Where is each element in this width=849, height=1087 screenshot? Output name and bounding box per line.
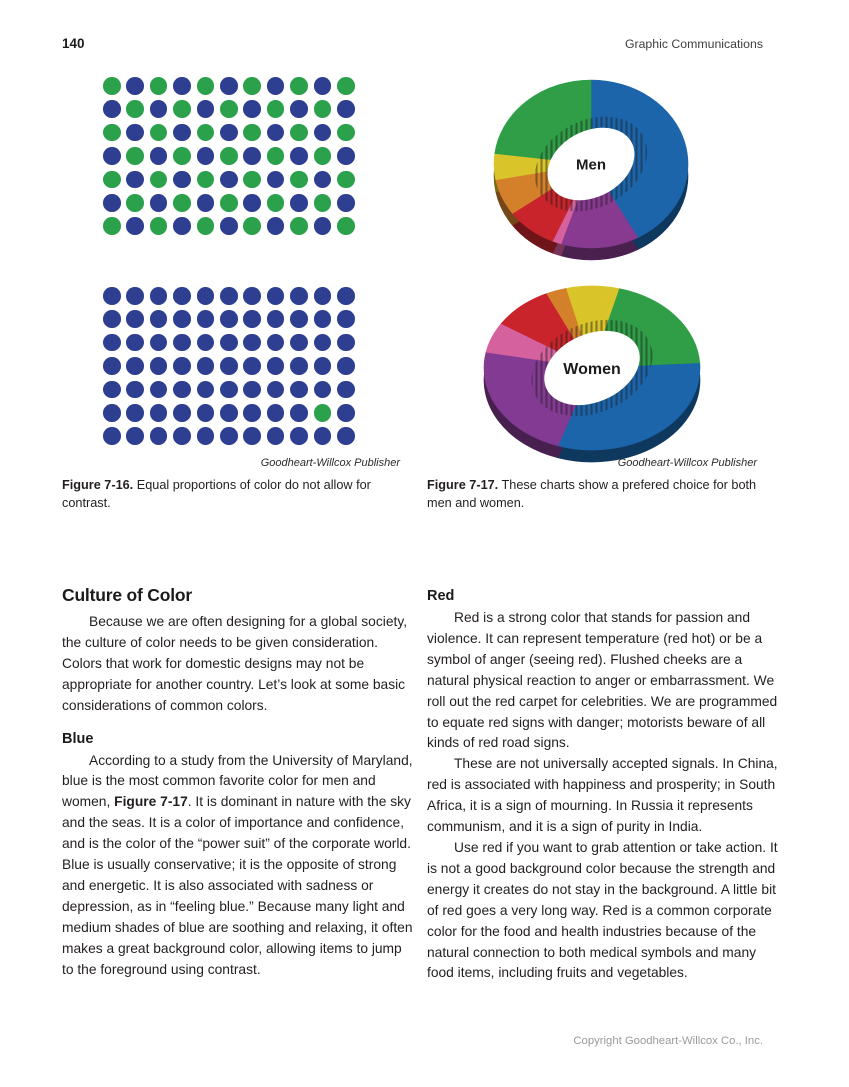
dot: [126, 124, 144, 142]
dot: [243, 77, 261, 95]
figure-717-caption: [427, 476, 772, 512]
paragraph: Red is a strong color that stands for passion and violence. It can represent temperature (red hot) or be a symbol of anger (seeing red). Flushed cheeks are a natural physical reaction to anger or embarrassment. We roll out the red carpet for celebrities. We are programmed to equate red signs with danger; motorists beware of all kinds of red road signs.: [427, 610, 778, 751]
dot: [103, 171, 121, 189]
dot: [267, 334, 285, 352]
dot: [243, 334, 261, 352]
dot: [290, 404, 308, 422]
dot-grid-contrast: [103, 287, 360, 451]
dot: [243, 381, 261, 399]
dot: [243, 217, 261, 235]
dot: [220, 404, 238, 422]
figure-716-caption-text: Equal proportions of color do not allow for contrast.: [62, 478, 371, 511]
dot: [150, 124, 168, 142]
figure-717-caption-label: Figure 7-17.: [427, 478, 499, 492]
dot: [197, 100, 215, 118]
dot: [103, 100, 121, 118]
dot: [337, 147, 355, 165]
paragraph: Because we are often designing for a global society, the culture of color needs to be given consideration. Colors that work for domestic designs may not be appropriate for another country. Let’s look at some basic considerations of common colors.: [62, 614, 408, 713]
dot: [173, 194, 191, 212]
dot: [103, 124, 121, 142]
dot: [126, 404, 144, 422]
dot: [150, 310, 168, 328]
dot: [150, 171, 168, 189]
dot: [290, 310, 308, 328]
dot: [173, 287, 191, 305]
dot: [197, 334, 215, 352]
dot: [337, 217, 355, 235]
dot: [267, 217, 285, 235]
dot: [290, 147, 308, 165]
dot: [290, 77, 308, 95]
dot: [126, 100, 144, 118]
dot: [173, 357, 191, 375]
dot: [220, 427, 238, 445]
figure-716-credit: Goodheart-Willcox Publisher: [260, 457, 400, 469]
dot: [314, 381, 332, 399]
dot: [220, 357, 238, 375]
dot: [243, 310, 261, 328]
dot: [220, 124, 238, 142]
dot: [126, 381, 144, 399]
dot: [314, 287, 332, 305]
dot: [220, 287, 238, 305]
dot: [103, 147, 121, 165]
dot: [197, 171, 215, 189]
dot: [220, 77, 238, 95]
dot: [173, 381, 191, 399]
dot: [126, 194, 144, 212]
dot: [103, 357, 121, 375]
dot: [243, 427, 261, 445]
dot: [243, 124, 261, 142]
dot: [150, 381, 168, 399]
paragraph: These are not universally accepted signals. In China, red is associated with happiness and prosperity; in South Africa, it is a sign of mourning. In Russia it represents communism, and it is a sign of purity in India.: [427, 756, 778, 835]
dot: [314, 171, 332, 189]
dot: [290, 100, 308, 118]
dot: [314, 124, 332, 142]
dot: [267, 147, 285, 165]
figure-716-caption: [62, 476, 412, 512]
article-column-right: [427, 585, 780, 984]
dot: [150, 100, 168, 118]
dot: [267, 77, 285, 95]
dot: [243, 147, 261, 165]
dot: [197, 147, 215, 165]
dot: [267, 357, 285, 375]
dot: [314, 194, 332, 212]
dot: [220, 381, 238, 399]
dot: [103, 77, 121, 95]
dot: [103, 334, 121, 352]
dot: [314, 334, 332, 352]
dot: [337, 100, 355, 118]
dot: [150, 77, 168, 95]
dot: [220, 100, 238, 118]
dot: [126, 310, 144, 328]
dot: [314, 217, 332, 235]
donut-center-label: Men: [576, 156, 606, 174]
dot: [173, 217, 191, 235]
figure-716-caption-label: Figure 7-16.: [62, 478, 134, 492]
dot: [290, 171, 308, 189]
dot: [314, 427, 332, 445]
dot: [150, 404, 168, 422]
dot: [220, 171, 238, 189]
dot: [290, 427, 308, 445]
dot: [197, 404, 215, 422]
dot: [290, 287, 308, 305]
dot: [220, 334, 238, 352]
dot: [337, 77, 355, 95]
dot: [126, 334, 144, 352]
women-donut-chart: [474, 276, 710, 472]
dot: [197, 217, 215, 235]
dot: [150, 147, 168, 165]
dot: [267, 381, 285, 399]
dot: [337, 194, 355, 212]
dot: [197, 381, 215, 399]
dot: [337, 334, 355, 352]
copyright-line: Copyright Goodheart-Willcox Co., Inc.: [573, 1035, 763, 1047]
dot: [314, 147, 332, 165]
section-heading: Blue: [62, 730, 94, 747]
dot: [197, 124, 215, 142]
dot: [197, 194, 215, 212]
dot: [243, 194, 261, 212]
dot-grid-equal-proportions: [103, 77, 360, 241]
dot: [173, 310, 191, 328]
dot: [173, 147, 191, 165]
dot: [337, 171, 355, 189]
dot: [197, 287, 215, 305]
dot: [220, 310, 238, 328]
section-heading: Red: [427, 588, 455, 604]
dot: [126, 357, 144, 375]
dot: [337, 124, 355, 142]
dot: [173, 404, 191, 422]
dot: [267, 404, 285, 422]
dot: [173, 124, 191, 142]
dot: [267, 194, 285, 212]
dot: [267, 427, 285, 445]
dot: [197, 357, 215, 375]
dot: [126, 427, 144, 445]
dot: [314, 100, 332, 118]
dot: [243, 287, 261, 305]
figure-717-caption-text: These charts show a prefered choice for both men and women.: [427, 478, 757, 511]
dot: [267, 287, 285, 305]
dot: [173, 334, 191, 352]
dot: [197, 310, 215, 328]
dot: [126, 147, 144, 165]
men-donut-chart: [484, 70, 698, 270]
dot: [220, 147, 238, 165]
dot: [150, 357, 168, 375]
dot: [267, 310, 285, 328]
dot: [103, 287, 121, 305]
dot: [267, 124, 285, 142]
dot: [290, 217, 308, 235]
dot: [103, 310, 121, 328]
dot: [290, 124, 308, 142]
dot: [220, 194, 238, 212]
dot: [103, 381, 121, 399]
donut-center-label: Women: [563, 360, 621, 378]
dot: [337, 404, 355, 422]
dot: [267, 171, 285, 189]
dot: [243, 100, 261, 118]
running-head: Graphic Communications: [624, 37, 763, 51]
dot: [197, 427, 215, 445]
dot: [290, 334, 308, 352]
section-heading: Culture of Color: [62, 585, 192, 605]
dot: [150, 217, 168, 235]
dot: [197, 77, 215, 95]
figure-717-credit: Goodheart-Willcox Publisher: [617, 457, 757, 469]
dot: [126, 171, 144, 189]
dot: [103, 427, 121, 445]
dot: [337, 310, 355, 328]
dot: [173, 77, 191, 95]
dot: [290, 357, 308, 375]
dot: [314, 357, 332, 375]
dot: [314, 310, 332, 328]
dot: [337, 427, 355, 445]
dot: [243, 357, 261, 375]
dot: [173, 171, 191, 189]
dot: [126, 77, 144, 95]
dot: [126, 217, 144, 235]
dot: [243, 171, 261, 189]
dot: [126, 287, 144, 305]
dot: [337, 381, 355, 399]
dot: [173, 427, 191, 445]
dot: [337, 357, 355, 375]
dot: [243, 404, 261, 422]
dot: [314, 77, 332, 95]
page-number: 140: [62, 36, 85, 51]
paragraph: Use red if you want to grab attention or take action. It is not a good background color because the strength and energy it creates do not stay in the background. A little bit of red goes a very long way. Red is a common corporate color for the food and health industries because of the natural connection to both medical symbols and many food items, including fruits and vegetables.: [427, 839, 778, 981]
dot: [150, 287, 168, 305]
dot: [103, 404, 121, 422]
dot: [150, 334, 168, 352]
dot: [337, 287, 355, 305]
dot: [103, 217, 121, 235]
dot: [290, 194, 308, 212]
article-column-left: [62, 585, 415, 981]
dot: [150, 194, 168, 212]
dot: [220, 217, 238, 235]
dot: [103, 194, 121, 212]
dot: [173, 100, 191, 118]
dot: [314, 404, 332, 422]
paragraph: According to a study from the University of Maryland, blue is the most common favorite color for men and women, Figure 7-17. It is dominant in nature with the sky and the seas. It is a color of importance and confidence, and is the color of the “power suit” of the corporate world. Blue is usually conservative; it is the opposite of strong and energetic. It is also associated with sadness or depression, as in “feeling blue.” Because many light and medium shades of blue are soothing and relaxing, it often makes a great background color, allowing items to jump to the foreground using contrast.: [62, 752, 413, 977]
dot: [267, 100, 285, 118]
dot: [290, 381, 308, 399]
dot: [150, 427, 168, 445]
